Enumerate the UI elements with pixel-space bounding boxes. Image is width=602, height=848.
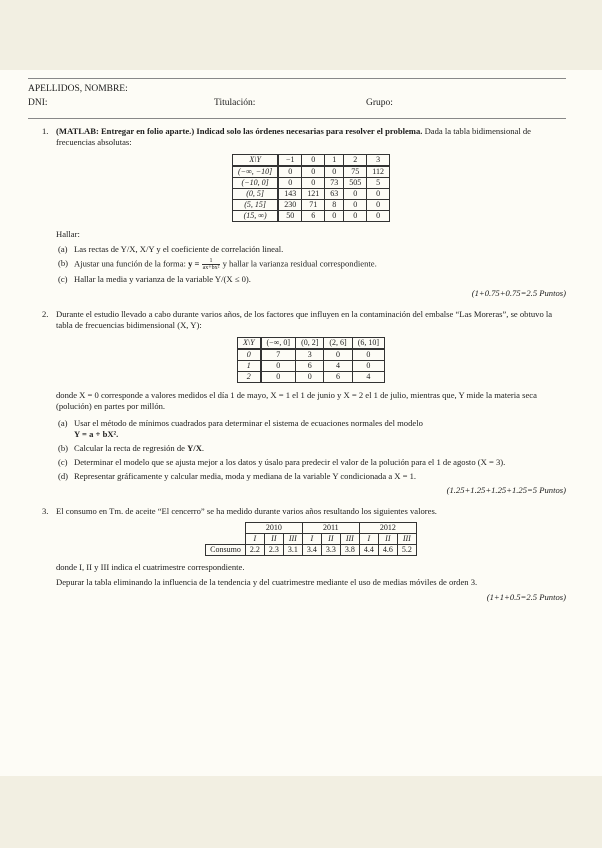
row-header: 1 bbox=[237, 361, 260, 372]
subquestion-label: (d) bbox=[58, 471, 69, 481]
table-corner: X\Y bbox=[237, 338, 260, 350]
table-cell: 0 bbox=[261, 361, 296, 372]
dni-label: DNI: bbox=[28, 98, 48, 108]
subquestion-label: (a) bbox=[58, 418, 68, 428]
table-cell: 0 bbox=[367, 211, 390, 222]
row-header: Consumo bbox=[206, 545, 246, 556]
table-cell: 63 bbox=[325, 189, 344, 200]
subquestion-label: (a) bbox=[58, 244, 68, 254]
table-cell: 3.4 bbox=[302, 545, 321, 556]
quarter-header: III bbox=[397, 534, 416, 545]
row-header: (−10, 0] bbox=[233, 178, 279, 189]
table-cell: 3.1 bbox=[283, 545, 302, 556]
table-cell: 0 bbox=[278, 166, 302, 178]
quarter-header: II bbox=[378, 534, 397, 545]
table-cell: 0 bbox=[325, 211, 344, 222]
table-cell: 75 bbox=[344, 166, 367, 178]
subquestion-1c bbox=[56, 274, 566, 285]
subquestion-label: (c) bbox=[58, 457, 68, 467]
formula-y: y = bbox=[188, 258, 200, 269]
subquestion-text: Hallar la media y varianza de la variable Y/(X ≤ 0). bbox=[74, 274, 251, 284]
subquestion-1a bbox=[56, 244, 566, 255]
table-cell: 0 bbox=[367, 200, 390, 211]
table-cell: 0 bbox=[302, 166, 325, 178]
subquestion-text-end: y hallar la varianza residual correspondiente. bbox=[220, 258, 377, 269]
col-header: (6, 10] bbox=[352, 338, 384, 350]
table-blank-cell bbox=[206, 534, 246, 545]
col-header: 3 bbox=[367, 155, 390, 167]
table-cell: 143 bbox=[278, 189, 302, 200]
header-bottom-rule bbox=[28, 118, 566, 119]
consumption-table bbox=[205, 522, 417, 556]
year-header: 2012 bbox=[359, 523, 416, 534]
quarter-header: I bbox=[302, 534, 321, 545]
table-cell: 0 bbox=[352, 349, 384, 361]
subquestion-label: (b) bbox=[58, 258, 69, 268]
problem-2 bbox=[28, 309, 566, 496]
exam-content bbox=[28, 126, 566, 613]
table-cell: 0 bbox=[325, 166, 344, 178]
table-cell: 0 bbox=[344, 200, 367, 211]
problem-3-intro: El consumo en Tm. de aceite “El cencerro” se ha medido durante varios años resultando los siguientes valores. bbox=[56, 506, 437, 516]
table-row bbox=[233, 178, 390, 189]
table-cell: 0 bbox=[302, 178, 325, 189]
quarter-header: III bbox=[283, 534, 302, 545]
table-cell: 2.2 bbox=[245, 545, 264, 556]
table-cell: 8 bbox=[325, 200, 344, 211]
table-row bbox=[233, 211, 390, 222]
table-cell: 6 bbox=[324, 372, 352, 383]
table-cell: 112 bbox=[367, 166, 390, 178]
col-header: (−∞, 0] bbox=[261, 338, 296, 350]
problem-1-instructions: (MATLAB: Entregar en folio aparte.) Indicad solo las órdenes necesarias para resolver el problema. bbox=[56, 126, 423, 136]
row-header: 2 bbox=[237, 372, 260, 383]
table-cell: 3 bbox=[296, 349, 324, 361]
table-cell: 121 bbox=[302, 189, 325, 200]
table-corner: X\Y bbox=[233, 155, 279, 167]
row-header: (5, 15] bbox=[233, 200, 279, 211]
formula-fraction bbox=[202, 258, 221, 271]
fraction-numerator: 1 bbox=[202, 258, 221, 265]
frequency-table-2 bbox=[237, 337, 385, 383]
year-header: 2011 bbox=[302, 523, 359, 534]
hallar-label: Hallar: bbox=[56, 229, 80, 239]
table-cell: 4 bbox=[324, 361, 352, 372]
subquestion-2c bbox=[56, 457, 566, 468]
table-cell: 505 bbox=[344, 178, 367, 189]
exam-page bbox=[0, 70, 602, 776]
table-cell: 5.2 bbox=[397, 545, 416, 556]
regression-variable: Y/X bbox=[187, 443, 202, 453]
subquestion-1b bbox=[56, 258, 566, 271]
problem-1-intro: Dada la tabla bidimensional de frecuencias absolutas: bbox=[56, 126, 531, 147]
table-cell: 6 bbox=[296, 361, 324, 372]
table-cell: 0 bbox=[278, 178, 302, 189]
subquestion-text-end: . bbox=[201, 443, 205, 453]
table-blank-cell bbox=[206, 523, 246, 534]
subquestion-text: Determinar el modelo que se ajusta mejor a los datos y úsalo para predecir el valor de la polución para el 1 de agosto (X = 3). bbox=[74, 457, 506, 467]
header-top-rule bbox=[28, 78, 566, 79]
subquestion-label: (b) bbox=[58, 443, 69, 453]
table-cell: 4.4 bbox=[359, 545, 378, 556]
subquestion-text: Usar el método de mínimos cuadrados para determinar el sistema de ecuaciones normales del modelo bbox=[74, 418, 423, 428]
table-row bbox=[206, 545, 417, 556]
table-cell: 0 bbox=[296, 372, 324, 383]
problem-3-donde: donde I, II y III indica el cuatrimestre correspondiente. bbox=[56, 562, 245, 572]
col-header: 2 bbox=[344, 155, 367, 167]
points-note: (1.25+1.25+1.25+1.25=5 Puntos) bbox=[446, 485, 566, 495]
table-cell: 73 bbox=[325, 178, 344, 189]
subquestion-2b bbox=[56, 443, 566, 454]
table-cell: 0 bbox=[344, 211, 367, 222]
table-cell: 3.8 bbox=[340, 545, 359, 556]
row-header: (15, ∞) bbox=[233, 211, 279, 222]
subquestion-text: Representar gráficamente y calcular media, moda y mediana de la variable Y condicionada a X = 1. bbox=[74, 471, 417, 481]
year-header: 2010 bbox=[245, 523, 302, 534]
table-row bbox=[233, 166, 390, 178]
subquestion-text: Ajustar una función de la forma: bbox=[74, 258, 189, 269]
table-cell: 4 bbox=[352, 372, 384, 383]
table-cell: 0 bbox=[367, 189, 390, 200]
table-cell: 230 bbox=[278, 200, 302, 211]
quarter-header: I bbox=[245, 534, 264, 545]
table-cell: 0 bbox=[261, 372, 296, 383]
table-cell: 2.3 bbox=[264, 545, 283, 556]
problem-3 bbox=[28, 506, 566, 603]
grupo-label: Grupo: bbox=[366, 98, 393, 108]
subquestion-2a bbox=[56, 418, 566, 440]
problem-number: 1. bbox=[42, 126, 49, 136]
col-header: 1 bbox=[325, 155, 344, 167]
subquestion-2d bbox=[56, 471, 566, 482]
problem-2-donde: donde X = 0 corresponde a valores medidos el día 1 de mayo, X = 1 el 1 de junio y X = 2 el 1 de julio, mientras que, Y mide la materia seca (polución) en partes por millón. bbox=[56, 390, 537, 411]
table-cell: 0 bbox=[344, 189, 367, 200]
table-cell: 7 bbox=[261, 349, 296, 361]
table-cell: 50 bbox=[278, 211, 302, 222]
row-header: (−∞, −10] bbox=[233, 166, 279, 178]
quarter-header: II bbox=[264, 534, 283, 545]
quarter-header: III bbox=[340, 534, 359, 545]
table-cell: 0 bbox=[324, 349, 352, 361]
table-cell: 71 bbox=[302, 200, 325, 211]
problem-number: 3. bbox=[42, 506, 49, 516]
table-row bbox=[237, 349, 384, 361]
table-row bbox=[237, 372, 384, 383]
col-header: 0 bbox=[302, 155, 325, 167]
table-row bbox=[237, 361, 384, 372]
problem-2-intro: Durante el estudio llevado a cabo durante varios años, de los factores que influyen en la contaminación del embalse “Las Moreras”, se obtuvo la tabla de frecuencias bidimensional (X, Y): bbox=[56, 309, 553, 330]
quarter-header: II bbox=[321, 534, 340, 545]
frequency-table-1 bbox=[232, 154, 390, 222]
col-header: −1 bbox=[278, 155, 302, 167]
table-cell: 6 bbox=[302, 211, 325, 222]
col-header: (2, 6] bbox=[324, 338, 352, 350]
quarter-header: I bbox=[359, 534, 378, 545]
table-row bbox=[233, 189, 390, 200]
table-cell: 3.3 bbox=[321, 545, 340, 556]
subquestion-text: Calcular la recta de regresión de bbox=[74, 443, 188, 453]
problem-1 bbox=[28, 126, 566, 299]
col-header: (0, 2] bbox=[296, 338, 324, 350]
table-cell: 4.6 bbox=[378, 545, 397, 556]
titulacion-label: Titulación: bbox=[214, 98, 256, 108]
subquestion-text: Las rectas de Y/X, X/Y y el coeficiente de correlación lineal. bbox=[74, 244, 284, 254]
row-header: 0 bbox=[237, 349, 260, 361]
table-cell: 0 bbox=[352, 361, 384, 372]
name-label: APELLIDOS, NOMBRE: bbox=[28, 84, 128, 94]
model-formula: Y = a + bX². bbox=[74, 429, 119, 439]
problem-3-task: Depurar la tabla eliminando la influencia de la tendencia y del cuatrimestre mediante el uso de medias móviles de orden 3. bbox=[56, 577, 478, 587]
problem-number: 2. bbox=[42, 309, 49, 319]
subquestion-label: (c) bbox=[58, 274, 68, 284]
fraction-denominator: ax+bx² bbox=[202, 265, 220, 271]
points-note: (1+0.75+0.75=2.5 Puntos) bbox=[471, 288, 566, 298]
table-cell: 5 bbox=[367, 178, 390, 189]
table-row bbox=[233, 200, 390, 211]
row-header: (0, 5] bbox=[233, 189, 279, 200]
points-note: (1+1+0.5=2.5 Puntos) bbox=[486, 592, 566, 602]
